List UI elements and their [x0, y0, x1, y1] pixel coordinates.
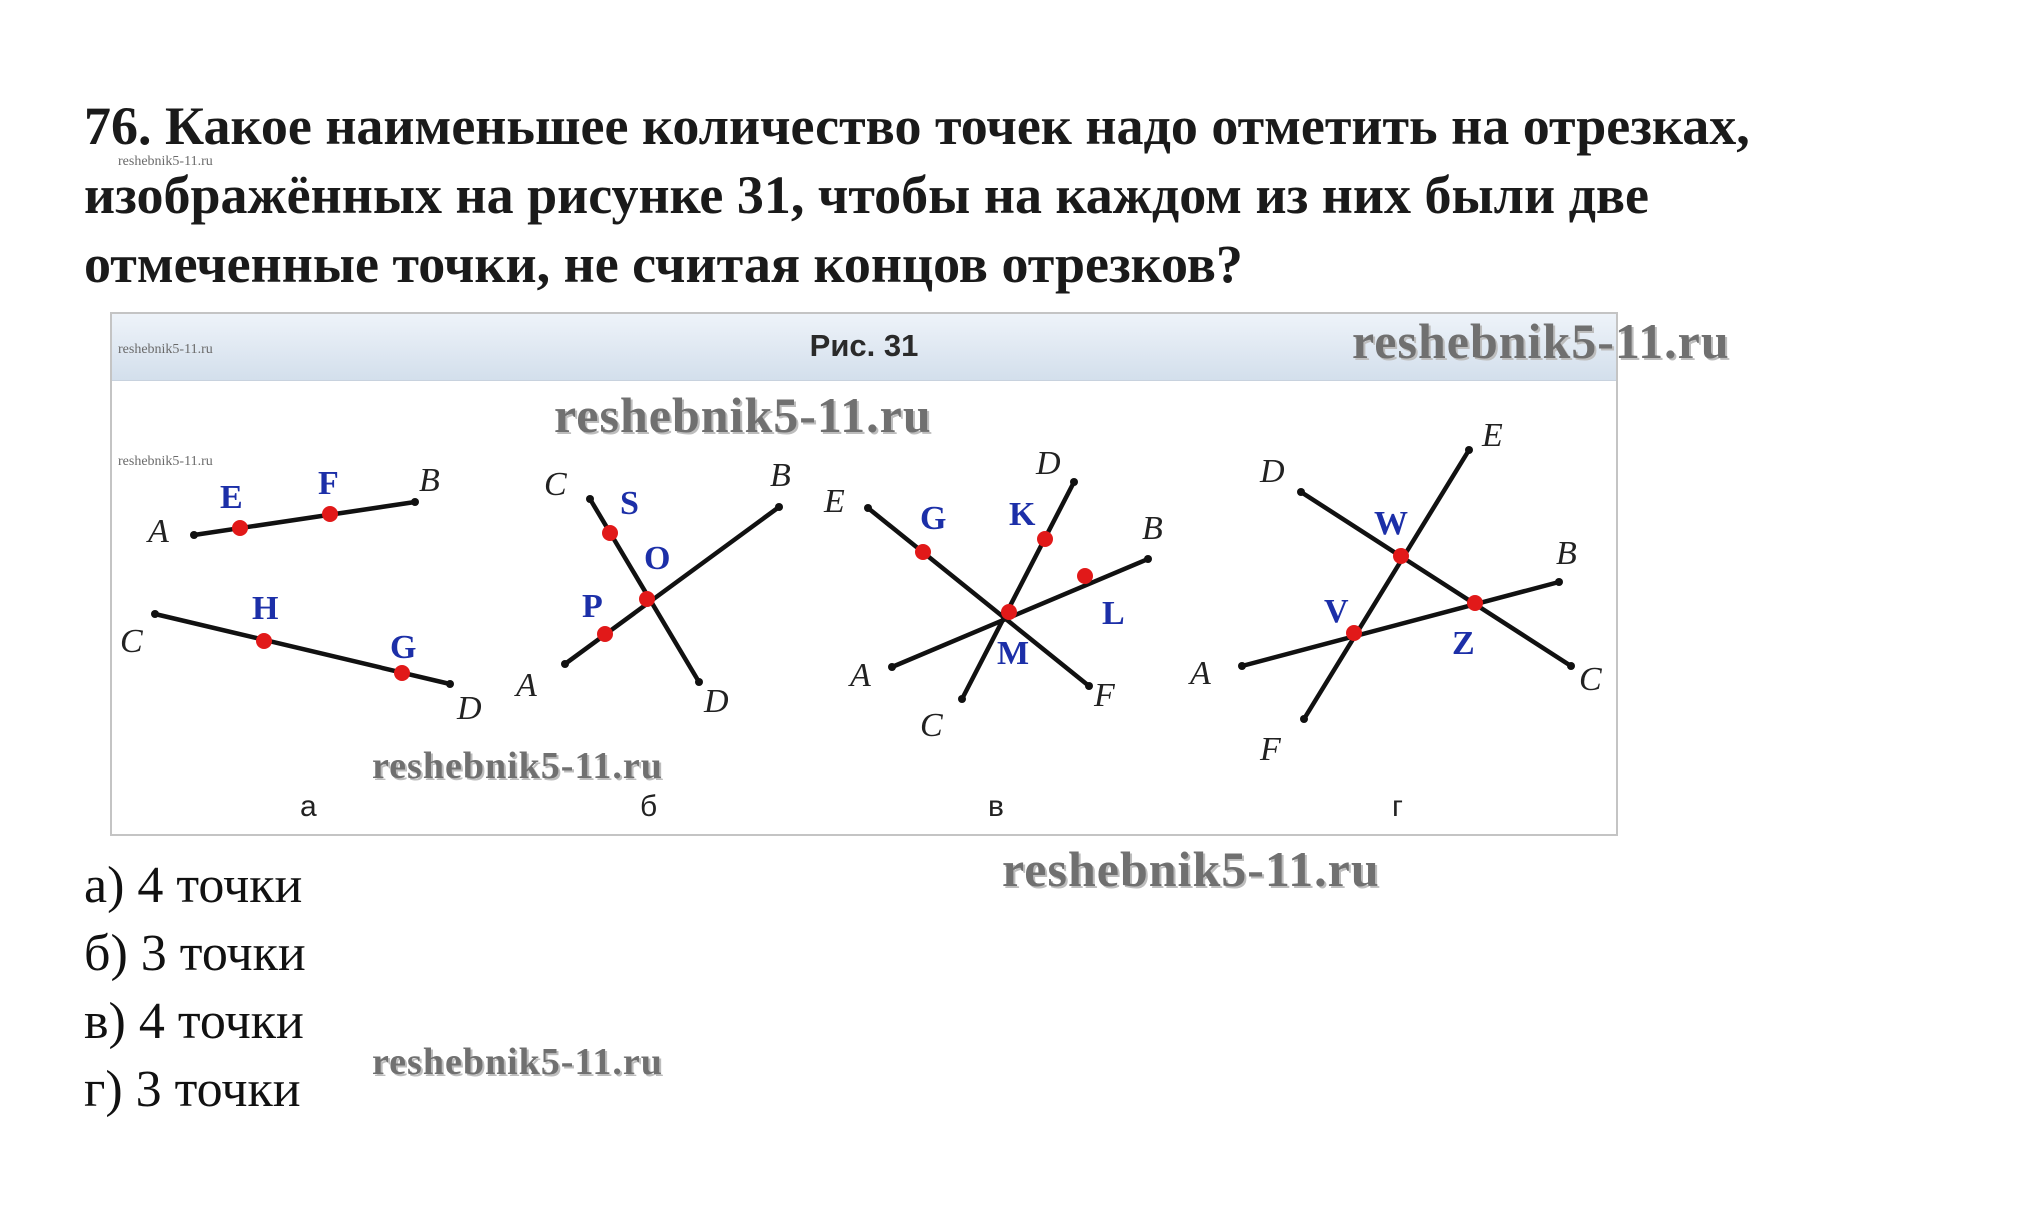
endpoint-e [864, 504, 872, 512]
label-e: E [1482, 417, 1503, 454]
label-g: G [390, 629, 417, 666]
watermark-small-2: reshebnik5-11.ru [118, 342, 213, 357]
point-o [639, 591, 655, 607]
problem-line-3: отмеченные точки, не считая концов отрезков? [84, 234, 1243, 294]
problem-line-2: изображённых на рисунке 31, чтобы на каждом из них были две [84, 165, 1650, 225]
label-d: D [457, 690, 482, 727]
problem-line-1: 76. Какое наименьшее количество точек надо отметить на отрезках, [84, 96, 1750, 156]
endpoint-e [1465, 446, 1473, 454]
watermark-5: reshebnik5-11.ru [372, 1041, 663, 1083]
label-w: W [1374, 505, 1408, 542]
label-s: S [620, 485, 639, 522]
endpoint-f [1085, 682, 1093, 690]
label-v: V [1324, 593, 1349, 630]
point-f [322, 506, 338, 522]
label-f: F [318, 465, 339, 502]
label-d: D [704, 683, 729, 720]
endpoint-d [695, 678, 703, 686]
answer-a: а) 4 точки [84, 857, 303, 914]
panel-label-g: г [1392, 790, 1403, 823]
endpoint-b [775, 503, 783, 511]
label-b: B [1142, 510, 1163, 547]
panel-label-b: б [640, 790, 658, 823]
label-f: F [1260, 731, 1281, 768]
label-g: G [920, 500, 947, 537]
label-a: A [148, 513, 169, 550]
endpoint-d [446, 680, 454, 688]
label-c: C [920, 707, 943, 744]
label-l: L [1102, 595, 1125, 632]
point-g [394, 665, 410, 681]
label-f: F [1094, 677, 1115, 714]
problem-statement [84, 92, 1964, 299]
label-b: B [419, 462, 440, 499]
panel-v [823, 445, 1163, 823]
panel-label-a: а [300, 790, 317, 823]
label-c: C [544, 466, 567, 503]
label-d: D [1260, 453, 1285, 490]
endpoint-d [1070, 478, 1078, 486]
point-z [1467, 595, 1483, 611]
endpoint-d [1297, 488, 1305, 496]
point-g [915, 544, 931, 560]
label-h: H [252, 590, 279, 627]
endpoint-a [888, 663, 896, 671]
answers-list [84, 852, 306, 1124]
label-o: O [644, 540, 671, 577]
watermark-small-1: reshebnik5-11.ru [118, 154, 213, 169]
label-a: A [516, 667, 537, 704]
panel-g [1188, 417, 1602, 823]
point-s [602, 525, 618, 541]
watermark-4: reshebnik5-11.ru [1002, 841, 1380, 897]
endpoint-c [958, 695, 966, 703]
endpoint-f [1300, 715, 1308, 723]
label-b: B [1556, 535, 1577, 572]
answer-v: в) 4 точки [84, 993, 304, 1050]
label-e: E [824, 483, 845, 520]
segment-ab [1242, 582, 1559, 666]
point-h [256, 633, 272, 649]
watermark-1: reshebnik5-11.ru [1352, 313, 1730, 369]
endpoint-a [190, 531, 198, 539]
endpoint-c [151, 610, 159, 618]
point-m [1001, 604, 1017, 620]
label-p: P [582, 588, 603, 625]
endpoint-a [1238, 662, 1246, 670]
endpoint-c [586, 495, 594, 503]
figure-title: Рис. 31 [809, 328, 919, 363]
label-a: A [1190, 655, 1211, 692]
point-w [1393, 548, 1409, 564]
panel-label-v: в [988, 790, 1004, 823]
watermark-2: reshebnik5-11.ru [554, 387, 932, 443]
label-b: B [770, 457, 791, 494]
point-k [1037, 531, 1053, 547]
label-e: E [220, 479, 243, 516]
endpoint-b [411, 498, 419, 506]
label-c: C [1579, 661, 1602, 698]
answer-g: г) 3 точки [84, 1061, 301, 1118]
watermark-small-3: reshebnik5-11.ru [118, 454, 213, 469]
label-c: C [120, 623, 143, 660]
label-a: A [850, 657, 871, 694]
endpoint-c [1567, 662, 1575, 670]
label-k: K [1009, 496, 1036, 533]
label-z: Z [1452, 625, 1475, 662]
endpoint-b [1555, 578, 1563, 586]
watermark-3: reshebnik5-11.ru [372, 745, 663, 787]
point-e [232, 520, 248, 536]
point-l [1077, 568, 1093, 584]
point-p [597, 626, 613, 642]
label-m: M [997, 635, 1030, 672]
endpoint-b [1144, 555, 1152, 563]
label-d: D [1036, 445, 1061, 482]
answer-b: б) 3 точки [84, 925, 306, 982]
endpoint-a [561, 660, 569, 668]
